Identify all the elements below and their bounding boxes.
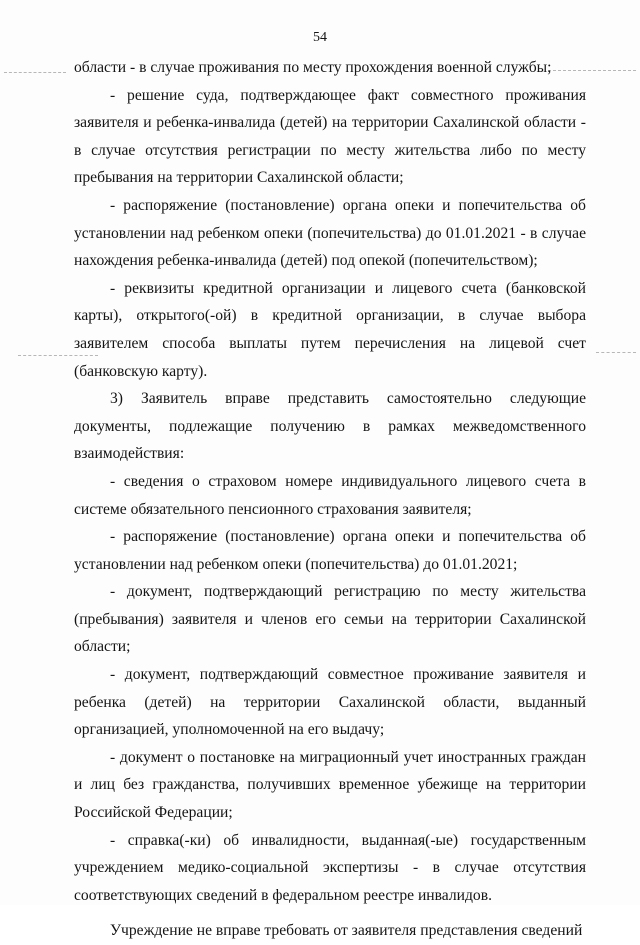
paragraph-migration-registration: - документ о постановке на миграционный учет иностранных граждан и лиц без гражданства, получивших временное убежище на территории Российской Федерации;	[74, 748, 586, 822]
page-number: 54	[313, 30, 327, 45]
paragraph-continuation: области - в случае проживания по месту прохождения военной службы;	[74, 59, 552, 76]
paragraph-registration-document: - документ, подтверждающий регистрацию по месту жительства (пребывания) заявителя и членов его семьи на территории Сахалинской области;	[74, 583, 586, 656]
paragraph-guardianship-order: - распоряжение (постановление) органа опеки и попечительства об установлении над ребенком опеки (попечительства) до 01.01.2021 - в случае нахождения ребенка-инвалида (детей) под опекой (попечительством);	[74, 196, 586, 270]
scan-artifact-left-top	[4, 72, 66, 74]
paragraph-guardianship-order-2: - распоряжение (постановление) органа опеки и попечительства об установлении над ребенком опеки (попечительства) до 01.01.2021;	[74, 528, 586, 573]
paragraph-disability-certificate: - справка(-ки) об инвалидности, выданная(-ые) государственным учреждением медико-социальной экспертизы - в случае отсутствия соответствующих сведений в федеральном реестре инвалидов.	[74, 831, 586, 904]
paragraph-cohabitation-document: - документ, подтверждающий совместное проживание заявителя и ребенка (детей) на территории Сахалинской области, выданный организацией, уполномоченной на его выдачу;	[74, 666, 586, 739]
paragraph-court-decision: - решение суда, подтверждающее факт совместного проживания заявителя и ребенка-инвалида (детей) на территории Сахалинской области - в случае отсутствия регистрации по месту жительства либо по месту пребывания на территории Сахалинской области;	[74, 86, 586, 187]
paragraph-insurance-number: - сведения о страховом номере индивидуального лицевого счета в системе обязательного пенсионного страхования заявителя;	[74, 472, 586, 518]
document-body	[74, 54, 586, 945]
scan-artifact-right-mid	[596, 352, 636, 354]
paragraph-institution-restriction: Учреждение не вправе требовать от заявителя представления сведений	[110, 922, 583, 940]
paragraph-bank-details: - реквизиты кредитной организации и лицевого счета (банковской карты), открытого(-ой) в кредитной организации, в случае выбора заявителем способа выплаты путем перечисления на лицевой счет (банковскую карту).	[74, 279, 586, 380]
paragraph-item-3-intro: 3) Заявитель вправе представить самостоятельно следующие документы, подлежащие получению в рамках межведомственного взаимодействия:	[74, 390, 586, 463]
